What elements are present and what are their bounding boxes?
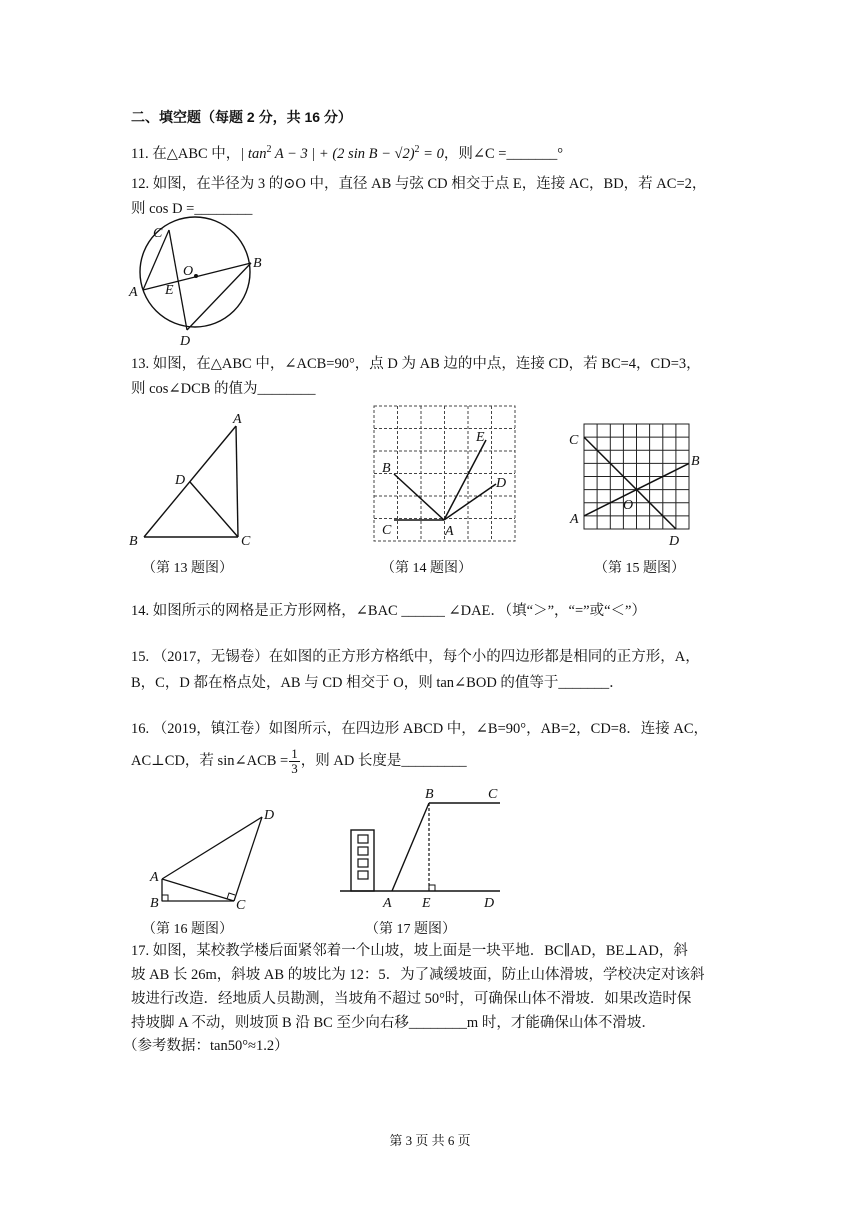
q11-prefix: 11. 在△ABC 中， xyxy=(131,145,241,162)
fig14-label-a: A xyxy=(445,524,454,539)
fig17-label-d: D xyxy=(484,896,495,911)
q17-line4: 持坡脚 A 不动，则坡顶 B 沿 BC 至少向右移________m 时，才能确保山体不滑坡． xyxy=(131,1015,656,1031)
q17-line1: 17. 如图，某校教学楼后面紧邻着一个山坡，坡上面是一块平地．BC∥AD，BE⊥AD，斜 xyxy=(131,943,688,959)
q15-line1: 15. （2017，无锡卷）在如图的正方形方格纸中，每个小的四边形都是相同的正方形，A， xyxy=(131,649,700,665)
fig12-label-b: B xyxy=(253,256,262,271)
figure-17-slope xyxy=(338,783,518,913)
fig12-label-e: E xyxy=(165,283,174,298)
q15-line2: B，C，D 都在格点处，AB 与 CD 相交于 O，则 tan∠BOD 的值等于_______． xyxy=(131,675,624,691)
q16-frac-den: 3 xyxy=(291,761,298,777)
fig14-label-c: C xyxy=(382,523,392,538)
q16-line2-a: AC⊥CD，若 sin∠ACB = xyxy=(131,753,289,769)
fig13-label-d: D xyxy=(175,473,186,488)
fig16-label-d: D xyxy=(264,808,275,823)
q17-line2: 坡 AB 长 26m，斜坡 AB 的坡比为 12：5．为了减缓坡面，防止山体滑坡，学校决定对该斜 xyxy=(131,967,705,983)
fig13-label-c: C xyxy=(241,534,251,549)
fig12-label-a: A xyxy=(129,285,138,300)
q11-expr-sup2: 2 xyxy=(414,144,420,155)
question-11 xyxy=(131,140,563,164)
fig16-label-c: C xyxy=(236,898,246,913)
section-title: 二、填空题（每题 2 分，共 16 分） xyxy=(131,109,352,125)
fig15-label-o: O xyxy=(623,498,634,513)
fig14-label-b: B xyxy=(382,461,391,476)
caption-13: （第 13 题图） xyxy=(142,561,233,576)
q13-line1: 13. 如图，在△ABC 中，∠ACB=90°，点 D 为 AB 边的中点，连接 CD，若 BC=4，CD=3， xyxy=(131,356,701,372)
fig12-label-c: C xyxy=(153,226,163,241)
question-14: 14. 如图所示的网格是正方形网格，∠BAC ______ ∠DAE．（填“＞”，“=”或“＜”） xyxy=(131,603,646,619)
q11-suffix: ，则∠C =_______° xyxy=(443,145,563,162)
q11-expr-b: A − 3 | + (2 sin B − √2) xyxy=(271,145,415,162)
q16-frac-num: 1 xyxy=(291,746,298,762)
q16-line2-b: ，则 AD 长度是_________ xyxy=(300,753,467,769)
fig17-label-c: C xyxy=(488,787,498,802)
fig16-label-a: A xyxy=(150,870,159,885)
caption-17: （第 17 题图） xyxy=(365,922,456,937)
fig12-label-o: O xyxy=(183,264,194,279)
fig15-label-c: C xyxy=(569,433,579,448)
fig15-label-a: A xyxy=(570,512,579,527)
fig14-label-d: D xyxy=(496,476,507,491)
q16-line1: 16. （2019，镇江卷）如图所示，在四边形 ABCD 中，∠B=90°，AB=2，CD=8．连接 AC， xyxy=(131,721,708,737)
q11-expr-sup: 2 xyxy=(266,144,272,155)
q13-line2: 则 cos∠DCB 的值为________ xyxy=(131,381,316,397)
q17-line3: 坡进行改造．经地质人员勘测，当坡角不超过 50°时，可确保山体不滑坡．如果改造时保 xyxy=(131,991,692,1007)
caption-15: （第 15 题图） xyxy=(594,561,685,576)
fig13-label-a: A xyxy=(233,412,242,427)
q12-line2: 则 cos D =________ xyxy=(131,201,253,217)
page-footer: 第 3 页 共 6 页 xyxy=(389,1133,471,1148)
q17-line5: （参考数据：tan50°≈1.2） xyxy=(123,1038,289,1054)
q11-expr-a: | tan xyxy=(240,145,267,162)
fig15-label-b: B xyxy=(691,454,700,469)
caption-14: （第 14 题图） xyxy=(381,561,472,576)
fig17-label-a: A xyxy=(383,896,392,911)
figure-15-grid xyxy=(565,420,715,552)
q12-line1: 12. 如图，在半径为 3 的⊙O 中，直径 AB 与弦 CD 相交于点 E，连接 AC，BD，若 AC=2， xyxy=(131,176,707,192)
figure-13-triangle xyxy=(125,410,265,550)
figure-16-quadrilateral xyxy=(130,805,290,915)
fig17-label-b: B xyxy=(425,787,434,802)
fig15-label-d: D xyxy=(669,534,680,549)
q11-expr-c: = 0 xyxy=(419,145,444,162)
figure-14-grid xyxy=(372,404,522,549)
fig17-label-e: E xyxy=(422,896,431,911)
q16-fraction xyxy=(289,747,300,776)
fig16-label-b: B xyxy=(150,896,159,911)
figure-12-circle xyxy=(125,220,275,350)
fig13-label-b: B xyxy=(129,534,138,549)
fig12-label-d: D xyxy=(180,334,191,349)
fig14-label-e: E xyxy=(476,430,485,445)
caption-16: （第 16 题图） xyxy=(142,922,233,937)
q16-line2 xyxy=(131,746,467,776)
